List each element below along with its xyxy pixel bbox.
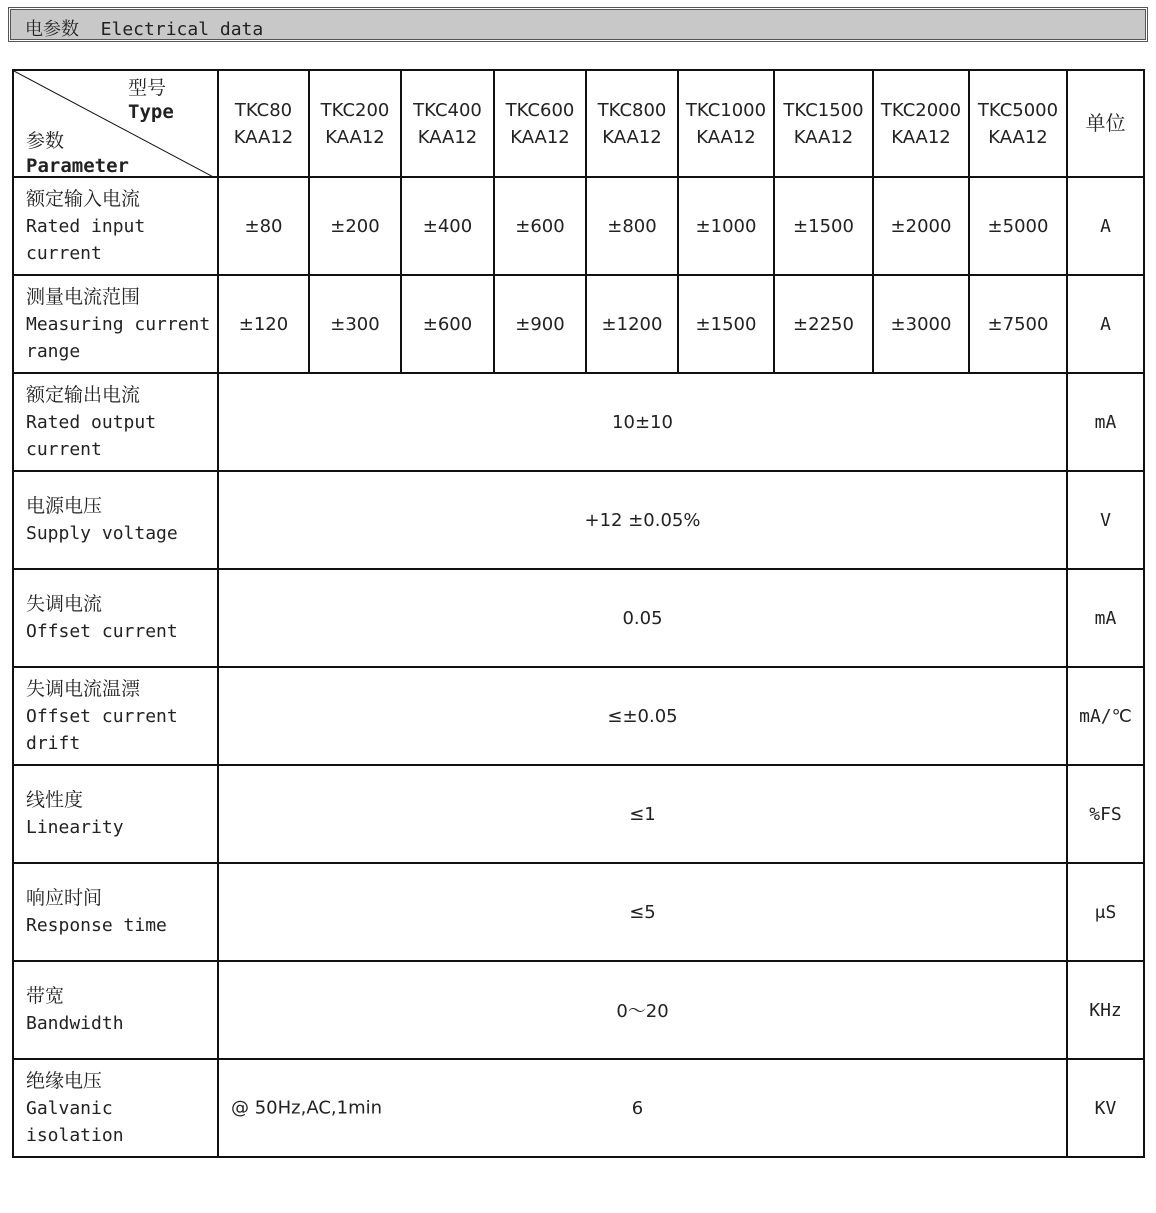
value-cell: ±1000 xyxy=(678,177,774,275)
value-cell: ±80 xyxy=(218,177,309,275)
type-zh: 型号 xyxy=(128,77,167,99)
value-cell: ±7500 xyxy=(969,275,1067,373)
value-cell: ±600 xyxy=(494,177,586,275)
value-cell: ±900 xyxy=(494,275,586,373)
value-cell: ±2250 xyxy=(774,275,873,373)
param-cell: 线性度 Linearity xyxy=(13,765,218,863)
model-header: TKC200 KAA12 xyxy=(309,70,401,177)
section-title: 电参数 Electrical data xyxy=(25,19,264,40)
row-response-time xyxy=(13,863,1144,961)
unit-cell: mA xyxy=(1067,569,1144,667)
value-cell: 10±10 xyxy=(218,373,1067,471)
unit-cell: μS xyxy=(1067,863,1144,961)
unit-cell: mA xyxy=(1067,373,1144,471)
value-cell: ±1500 xyxy=(678,275,774,373)
value-cell: ±800 xyxy=(586,177,678,275)
row-bandwidth xyxy=(13,961,1144,1059)
row-offset-current xyxy=(13,569,1144,667)
type-en: Type xyxy=(128,101,174,123)
unit-cell: %FS xyxy=(1067,765,1144,863)
value-cell: 0.05 xyxy=(218,569,1067,667)
value-cell: ±600 xyxy=(401,275,494,373)
model-header: TKC600 KAA12 xyxy=(494,70,586,177)
param-cell: 失调电流 Offset current xyxy=(13,569,218,667)
unit-cell: KHz xyxy=(1067,961,1144,1059)
value-cell: ≤±0.05 xyxy=(218,667,1067,765)
value-cell: ≤1 xyxy=(218,765,1067,863)
row-rated-output xyxy=(13,373,1144,471)
param-cell: 带宽 Bandwidth xyxy=(13,961,218,1059)
row-isolation xyxy=(13,1059,1144,1157)
value-cell: ±1500 xyxy=(774,177,873,275)
corner-cell xyxy=(13,70,218,177)
model-header: TKC80 KAA12 xyxy=(218,70,309,177)
unit-cell: A xyxy=(1067,177,1144,275)
param-cell: 测量电流范围 Measuring current range xyxy=(13,275,218,373)
param-cell: 绝缘电压 Galvanic isolation xyxy=(13,1059,218,1157)
value-cell: ≤5 xyxy=(218,863,1067,961)
param-en: Parameter xyxy=(26,155,129,177)
param-zh: 参数 xyxy=(26,130,65,152)
model-header: TKC800 KAA12 xyxy=(586,70,678,177)
unit-cell: A xyxy=(1067,275,1144,373)
row-rated-input xyxy=(13,177,1144,275)
value-cell: ±2000 xyxy=(873,177,969,275)
header-row xyxy=(13,70,1144,177)
isolation-test-note: @ 50Hz,AC,1min xyxy=(231,1097,383,1119)
value-cell: ±300 xyxy=(309,275,401,373)
value-cell: 0～20 xyxy=(218,961,1067,1059)
param-cell: 电源电压 Supply voltage xyxy=(13,471,218,569)
param-cell: 额定输入电流 Rated input current xyxy=(13,177,218,275)
section-header xyxy=(10,9,1146,40)
param-cell: 失调电流温漂 Offset current drift xyxy=(13,667,218,765)
model-header: TKC1500 KAA12 xyxy=(774,70,873,177)
value-cell xyxy=(218,1059,1067,1157)
model-header: TKC2000 KAA12 xyxy=(873,70,969,177)
isolation-value: 6 xyxy=(631,1097,644,1119)
model-header: TKC400 KAA12 xyxy=(401,70,494,177)
value-cell: ±1200 xyxy=(586,275,678,373)
param-cell: 额定输出电流 Rated output current xyxy=(13,373,218,471)
value-cell: ±3000 xyxy=(873,275,969,373)
row-offset-drift xyxy=(13,667,1144,765)
row-measuring-range xyxy=(13,275,1144,373)
row-linearity xyxy=(13,765,1144,863)
unit-cell: KV xyxy=(1067,1059,1144,1157)
param-cell: 响应时间 Response time xyxy=(13,863,218,961)
value-cell: +12 ±0.05% xyxy=(218,471,1067,569)
value-cell: ±200 xyxy=(309,177,401,275)
value-cell: ±5000 xyxy=(969,177,1067,275)
unit-cell: V xyxy=(1067,471,1144,569)
unit-header: 单位 xyxy=(1067,70,1144,177)
row-supply-voltage xyxy=(13,471,1144,569)
unit-cell: mA/℃ xyxy=(1067,667,1144,765)
electrical-data-table xyxy=(12,69,1145,1158)
value-cell: ±400 xyxy=(401,177,494,275)
value-cell: ±120 xyxy=(218,275,309,373)
model-header: TKC1000 KAA12 xyxy=(678,70,774,177)
model-header: TKC5000 KAA12 xyxy=(969,70,1067,177)
